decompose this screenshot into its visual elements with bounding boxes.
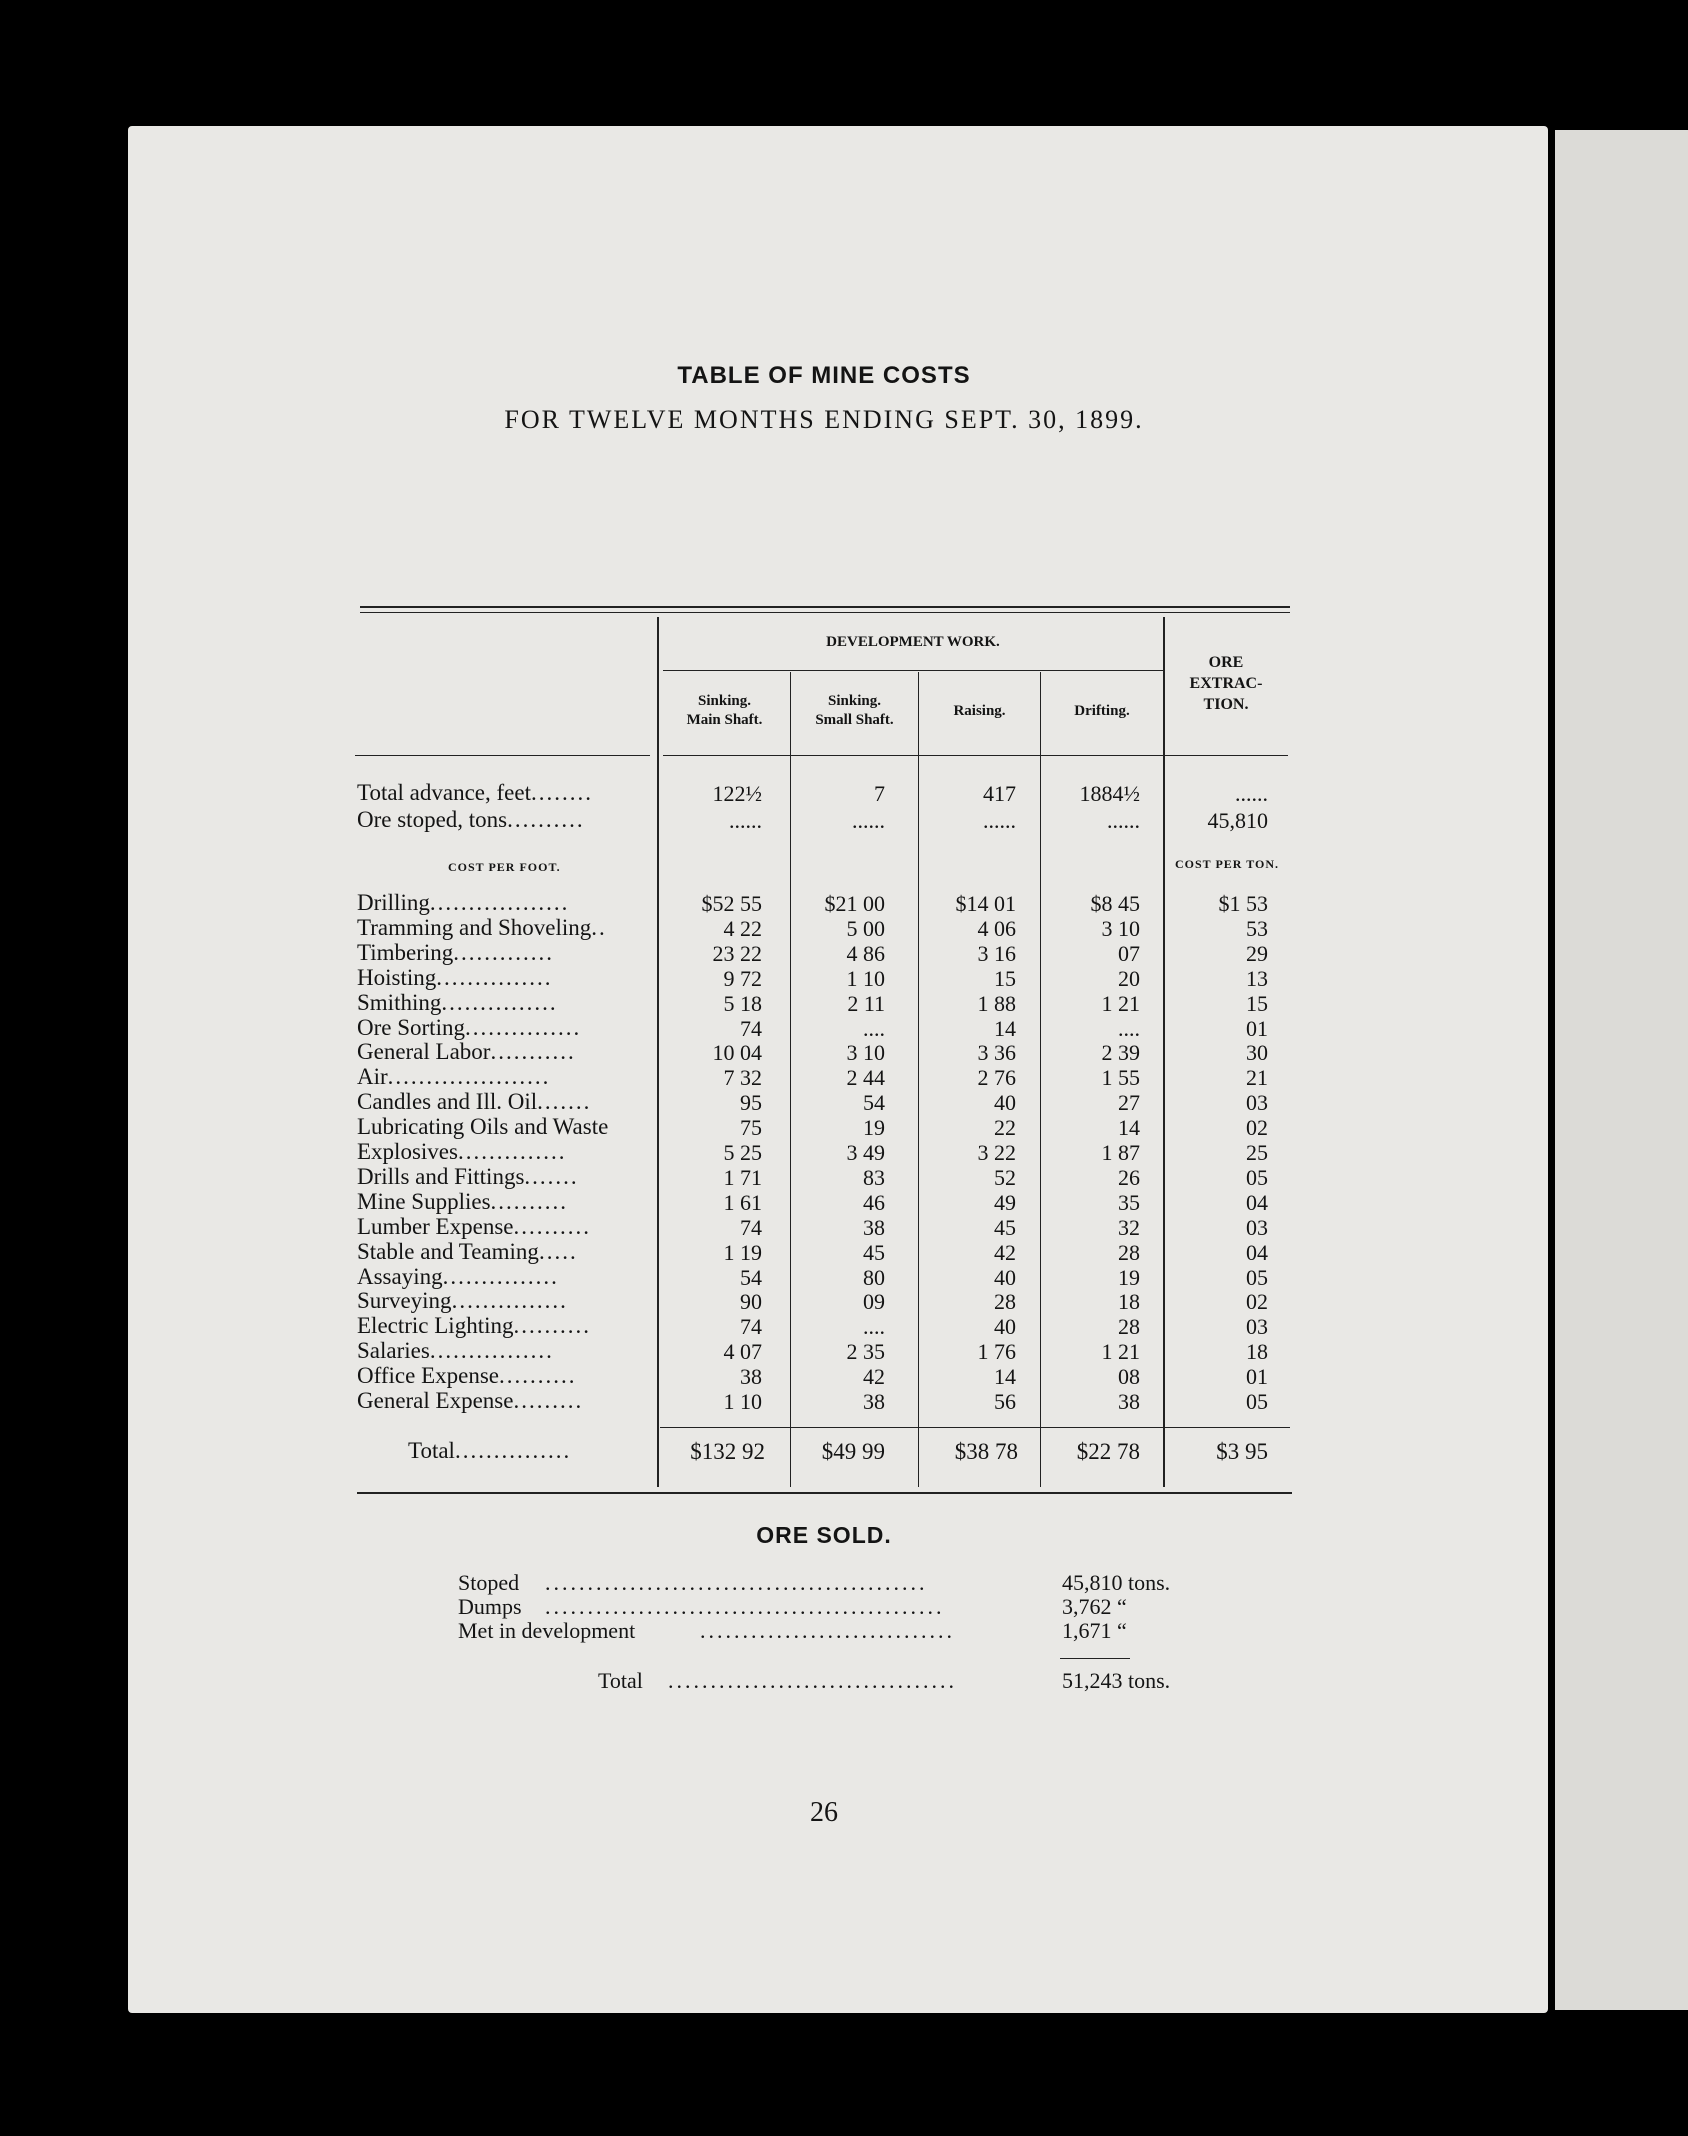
advance-row-1-value-col2: 7 bbox=[874, 781, 885, 806]
cost-row-9-value-col1: 95 bbox=[740, 1090, 762, 1116]
cost-row-19-value-col2: 2 35 bbox=[846, 1339, 885, 1365]
ore-sold-row-3-label: Met in development bbox=[458, 1618, 636, 1643]
cost-row-11-value-col2: 3 49 bbox=[846, 1140, 885, 1165]
cost-row-17-value-col2: 09 bbox=[863, 1289, 885, 1315]
cost-row-19-leader-dots: ................ bbox=[429, 1338, 554, 1364]
cost-row-16-leader-dots: ............... bbox=[442, 1263, 559, 1289]
cost-row-17-label bbox=[357, 1288, 568, 1314]
cost-row-4-label-text: Hoisting bbox=[357, 964, 437, 990]
cost-row-4-leader-dots: ............... bbox=[436, 964, 553, 990]
cost-row-7-label-text: General Labor bbox=[357, 1039, 491, 1065]
advance-row-2-value-col4: ...... bbox=[1107, 808, 1140, 833]
advance-row-1-value-col1: 122½ bbox=[712, 781, 762, 806]
cost-row-7-value-col1: 10 04 bbox=[712, 1040, 762, 1066]
advance-row-2-value-col5: 45,810 bbox=[1207, 808, 1268, 833]
cost-row-10-label bbox=[357, 1114, 608, 1140]
cost-row-13-label bbox=[357, 1189, 568, 1215]
cost-row-15-value-col2: 45 bbox=[863, 1239, 885, 1265]
cost-row-2-label bbox=[357, 915, 607, 941]
cost-row-14-value-col3: 45 bbox=[994, 1214, 1016, 1240]
cost-row-7-value-col3: 3 36 bbox=[977, 1040, 1016, 1066]
cost-row-5-value-col2: 2 11 bbox=[847, 990, 885, 1016]
cost-row-7-value-col4: 2 39 bbox=[1101, 1040, 1140, 1066]
cost-row-8-value-col3: 2 76 bbox=[977, 1065, 1016, 1091]
development-header-rule bbox=[663, 670, 1163, 671]
total-value-col5: $3 95 bbox=[1216, 1439, 1268, 1464]
cost-row-4-value-col3: 15 bbox=[994, 965, 1016, 991]
cost-row-14-value-col4: 32 bbox=[1118, 1214, 1140, 1240]
cost-row-16-label-text: Assaying bbox=[357, 1263, 443, 1289]
table-top-rule-thin bbox=[360, 612, 1290, 613]
cost-row-3-label bbox=[357, 940, 554, 966]
cost-row-5-label bbox=[357, 990, 558, 1016]
cost-row-15-value-col5: 04 bbox=[1246, 1239, 1268, 1265]
cost-row-9-value-col5: 03 bbox=[1246, 1090, 1268, 1116]
total-value-col4: $22 78 bbox=[1076, 1439, 1140, 1464]
cost-row-21-value-col5: 05 bbox=[1246, 1389, 1268, 1414]
advance-row-2-value-col1: ...... bbox=[729, 808, 762, 833]
cost-row-10-label-text: Lubricating Oils and Waste bbox=[357, 1114, 609, 1140]
cost-row-18-value-col4: 28 bbox=[1118, 1314, 1140, 1340]
column-header-sinking-small: Sinking. Small Shaft. bbox=[815, 693, 894, 728]
column-header-raising: Raising. bbox=[953, 703, 1006, 719]
column-divider-5 bbox=[1163, 617, 1165, 1487]
cost-row-3-label-text: Timbering bbox=[357, 939, 454, 965]
cost-row-6-value-col3: 14 bbox=[994, 1015, 1016, 1041]
cost-row-9-value-col2: 54 bbox=[863, 1090, 885, 1116]
column-divider-1 bbox=[657, 617, 659, 1487]
cost-row-8-value-col2: 2 44 bbox=[846, 1065, 885, 1091]
cost-row-15-leader-dots: ..... bbox=[538, 1238, 578, 1264]
page-title: TABLE OF MINE COSTS bbox=[677, 362, 971, 389]
cost-row-20-value-col2: 42 bbox=[863, 1364, 885, 1390]
header-bottom-rule-left bbox=[355, 755, 650, 756]
cost-row-18-value-col3: 40 bbox=[994, 1314, 1016, 1340]
cost-row-21-value-col1: 1 10 bbox=[723, 1389, 762, 1414]
cost-row-9-leader-dots: ....... bbox=[537, 1089, 592, 1115]
cost-row-18-value-col2: .... bbox=[863, 1314, 885, 1340]
cost-row-13-label-text: Mine Supplies bbox=[357, 1188, 491, 1214]
ore-sold-row-3-value: 1,671 “ bbox=[1062, 1618, 1127, 1643]
total-value-col3: $38 78 bbox=[954, 1439, 1018, 1464]
cost-row-6-label-text: Ore Sorting bbox=[357, 1014, 465, 1040]
total-row-label bbox=[408, 1438, 571, 1464]
cost-row-1-value-col5: $1 53 bbox=[1218, 891, 1268, 916]
cost-row-12-value-col5: 05 bbox=[1246, 1164, 1268, 1190]
cost-row-19-value-col4: 1 21 bbox=[1101, 1339, 1140, 1365]
cost-row-16-value-col4: 19 bbox=[1118, 1264, 1140, 1290]
cost-row-12-value-col1: 1 71 bbox=[723, 1164, 762, 1190]
table-bottom-rule bbox=[357, 1492, 1292, 1494]
cost-row-6-value-col1: 74 bbox=[740, 1015, 762, 1041]
advance-row-2-value-col2: ...... bbox=[852, 808, 885, 833]
cost-row-4-value-col2: 1 10 bbox=[846, 965, 885, 991]
cost-row-20-value-col1: 38 bbox=[740, 1364, 762, 1390]
advance-row-1-label-text: Total advance, feet bbox=[357, 780, 531, 805]
advance-row-1-value-col5: ...... bbox=[1235, 781, 1268, 806]
cost-row-21-value-col4: 38 bbox=[1118, 1389, 1140, 1414]
cost-row-8-value-col4: 1 55 bbox=[1101, 1065, 1140, 1091]
cost-row-5-label-text: Smithing bbox=[357, 989, 442, 1015]
cost-row-7-value-col5: 30 bbox=[1246, 1040, 1268, 1066]
cost-row-20-label bbox=[357, 1363, 577, 1389]
cost-row-15-label-text: Stable and Teaming bbox=[357, 1238, 539, 1264]
cost-per-foot-label: COST PER FOOT. bbox=[448, 860, 561, 874]
column-header-sinking-main: Sinking. Main Shaft. bbox=[686, 693, 763, 728]
total-value-col2: $49 99 bbox=[821, 1439, 885, 1464]
cost-row-8-leader-dots: ..................... bbox=[387, 1064, 551, 1090]
cost-row-6-value-col2: .... bbox=[863, 1015, 885, 1041]
ore-sold-total-value: 51,243 tons. bbox=[1062, 1668, 1171, 1693]
cost-row-2-leader-dots: .. bbox=[591, 914, 607, 940]
page-number: 26 bbox=[810, 1797, 838, 1828]
cost-row-11-label bbox=[357, 1139, 566, 1165]
cost-row-12-value-col3: 52 bbox=[994, 1164, 1016, 1190]
ore-sold-heading: ORE SOLD. bbox=[756, 1522, 892, 1548]
cost-row-1-value-col1: $52 55 bbox=[701, 891, 762, 916]
cost-row-5-leader-dots: ............... bbox=[441, 989, 558, 1015]
cost-row-6-leader-dots: ............... bbox=[464, 1014, 582, 1040]
page-subtitle: FOR TWELVE MONTHS ENDING SEPT. 30, 1899. bbox=[504, 405, 1144, 434]
ore-sold-sum-rule bbox=[1060, 1658, 1130, 1659]
cost-row-3-leader-dots: ............. bbox=[453, 939, 555, 965]
total-value-col1: $132 92 bbox=[690, 1439, 765, 1464]
ore-sold-row-3-leader-dots: .............................. bbox=[700, 1618, 955, 1643]
cost-row-11-label-text: Explosives bbox=[357, 1139, 458, 1164]
cost-row-17-value-col4: 18 bbox=[1118, 1289, 1140, 1315]
development-work-header: DEVELOPMENT WORK. bbox=[826, 634, 1000, 650]
cost-row-2-value-col1: 4 22 bbox=[723, 915, 762, 941]
cost-row-14-value-col2: 38 bbox=[863, 1214, 885, 1240]
cost-row-14-label-text: Lumber Expense bbox=[357, 1213, 514, 1239]
cost-row-8-label-text: Air bbox=[357, 1064, 388, 1090]
ore-sold-row-2-value: 3,762 “ bbox=[1062, 1594, 1127, 1619]
cost-row-18-label-text: Electric Lighting bbox=[357, 1313, 514, 1339]
cost-row-3-value-col1: 23 22 bbox=[712, 940, 762, 966]
cost-row-15-label bbox=[357, 1239, 578, 1265]
cost-row-17-value-col1: 90 bbox=[740, 1289, 762, 1315]
cost-row-11-value-col5: 25 bbox=[1246, 1140, 1268, 1165]
column-divider-2 bbox=[790, 672, 791, 1487]
cost-row-9-value-col4: 27 bbox=[1118, 1090, 1140, 1116]
cost-row-15-value-col3: 42 bbox=[994, 1239, 1016, 1265]
total-top-rule bbox=[660, 1427, 1290, 1428]
cost-per-ton-label: COST PER TON. bbox=[1175, 857, 1280, 871]
cost-row-16-value-col3: 40 bbox=[994, 1264, 1016, 1290]
cost-row-6-value-col5: 01 bbox=[1246, 1015, 1268, 1041]
cost-row-11-value-col4: 1 87 bbox=[1101, 1140, 1140, 1165]
header-bottom-rule-right bbox=[663, 755, 1288, 756]
cost-row-18-value-col1: 74 bbox=[740, 1314, 762, 1340]
table-top-rule bbox=[360, 606, 1290, 608]
cost-row-18-leader-dots: .......... bbox=[513, 1313, 591, 1339]
advance-row-2-label-text: Ore stoped, tons bbox=[357, 807, 508, 832]
cost-row-2-value-col3: 4 06 bbox=[977, 915, 1016, 941]
cost-row-17-value-col5: 02 bbox=[1246, 1289, 1268, 1315]
cost-row-5-value-col3: 1 88 bbox=[977, 990, 1016, 1016]
cost-row-13-value-col3: 49 bbox=[994, 1189, 1016, 1215]
cost-row-17-leader-dots: ............... bbox=[451, 1288, 568, 1314]
cost-row-11-value-col1: 5 25 bbox=[723, 1140, 762, 1165]
cost-row-13-value-col2: 46 bbox=[863, 1189, 885, 1215]
ore-sold-row-1-leader-dots: ............................................. bbox=[545, 1570, 928, 1595]
cost-row-2-value-col4: 3 10 bbox=[1101, 915, 1140, 941]
cost-row-8-label bbox=[357, 1064, 550, 1090]
advance-row-1-value-col4: 1884½ bbox=[1079, 781, 1140, 806]
cost-row-16-label bbox=[357, 1264, 559, 1290]
cost-row-19-label bbox=[357, 1338, 554, 1364]
cost-row-12-leader-dots: ....... bbox=[524, 1163, 579, 1189]
cost-row-3-value-col4: 07 bbox=[1118, 940, 1140, 966]
cost-row-17-label-text: Surveying bbox=[357, 1288, 452, 1314]
cost-row-5-value-col1: 5 18 bbox=[723, 990, 762, 1016]
cost-row-20-value-col5: 01 bbox=[1246, 1364, 1268, 1390]
ore-sold-row-2-label: Dumps bbox=[458, 1594, 522, 1619]
ore-sold-row-1-value: 45,810 tons. bbox=[1062, 1570, 1171, 1595]
cost-row-10-value-col3: 22 bbox=[994, 1115, 1016, 1141]
cost-row-5-value-col4: 1 21 bbox=[1101, 990, 1140, 1016]
column-divider-3 bbox=[918, 672, 919, 1487]
cost-row-7-label bbox=[357, 1039, 576, 1065]
cost-row-19-value-col5: 18 bbox=[1246, 1339, 1268, 1365]
ore-sold-total-leader-dots: .................................. bbox=[668, 1668, 957, 1693]
cost-row-12-value-col2: 83 bbox=[863, 1164, 885, 1190]
column-divider-4 bbox=[1040, 672, 1041, 1487]
cost-row-1-value-col4: $8 45 bbox=[1090, 891, 1140, 916]
cost-row-13-leader-dots: .......... bbox=[490, 1188, 569, 1214]
cost-row-9-label bbox=[357, 1089, 591, 1115]
advance-row-2-label bbox=[357, 807, 585, 833]
cost-row-18-value-col5: 03 bbox=[1246, 1314, 1268, 1340]
cost-row-21-leader-dots: ......... bbox=[513, 1388, 584, 1413]
cost-row-8-value-col5: 21 bbox=[1246, 1065, 1268, 1091]
cost-row-19-value-col3: 1 76 bbox=[977, 1339, 1016, 1365]
cost-row-16-value-col1: 54 bbox=[740, 1264, 762, 1290]
cost-row-12-label-text: Drills and Fittings bbox=[357, 1163, 525, 1189]
cost-row-20-leader-dots: .......... bbox=[499, 1363, 577, 1389]
cost-row-15-value-col1: 1 19 bbox=[723, 1239, 762, 1265]
ore-sold-total-label: Total bbox=[598, 1668, 643, 1693]
cost-row-3-value-col5: 29 bbox=[1246, 940, 1268, 966]
cost-row-4-label bbox=[357, 965, 552, 991]
cost-row-20-value-col4: 08 bbox=[1118, 1364, 1140, 1390]
cost-row-3-value-col2: 4 86 bbox=[846, 940, 885, 966]
cost-row-10-value-col2: 19 bbox=[863, 1115, 885, 1141]
ore-sold-row-2-leader-dots: ............................................... bbox=[545, 1594, 945, 1619]
cost-row-5-value-col5: 15 bbox=[1246, 990, 1268, 1016]
cost-row-14-leader-dots: .......... bbox=[513, 1213, 591, 1239]
cost-row-6-value-col4: .... bbox=[1118, 1015, 1140, 1041]
advance-row-1-leader-dots: ........ bbox=[530, 780, 593, 805]
cost-row-13-value-col1: 1 61 bbox=[723, 1189, 762, 1215]
cost-row-14-value-col1: 74 bbox=[740, 1214, 762, 1240]
cost-row-17-value-col3: 28 bbox=[994, 1289, 1016, 1315]
cost-row-12-label bbox=[357, 1164, 579, 1190]
cost-row-11-leader-dots: .............. bbox=[457, 1139, 567, 1164]
cost-row-1-value-col3: $14 01 bbox=[955, 891, 1016, 916]
cost-row-3-value-col3: 3 16 bbox=[977, 940, 1016, 966]
cost-row-13-value-col4: 35 bbox=[1118, 1189, 1140, 1215]
cost-row-20-label-text: Office Expense bbox=[357, 1363, 499, 1389]
advance-row-2-value-col3: ...... bbox=[983, 808, 1016, 833]
cost-row-2-label-text: Tramming and Shoveling bbox=[357, 914, 592, 940]
cost-row-7-value-col2: 3 10 bbox=[846, 1040, 885, 1066]
cost-row-15-value-col4: 28 bbox=[1118, 1239, 1140, 1265]
cost-row-19-label-text: Salaries bbox=[357, 1338, 430, 1364]
cost-row-16-value-col5: 05 bbox=[1246, 1264, 1268, 1290]
cost-row-21-value-col3: 56 bbox=[994, 1389, 1016, 1414]
total-row-leader-dots: ............... bbox=[454, 1438, 572, 1463]
advance-row-2-leader-dots: .......... bbox=[507, 807, 585, 832]
total-row-label-text: Total bbox=[408, 1438, 455, 1463]
ore-sold-row-1-label: Stoped bbox=[458, 1570, 520, 1595]
cost-row-9-label-text: Candles and Ill. Oil bbox=[357, 1089, 538, 1115]
advance-row-1-value-col3: 417 bbox=[983, 781, 1016, 806]
cost-row-10-value-col5: 02 bbox=[1246, 1115, 1268, 1141]
cost-row-1-label-text: Drilling bbox=[357, 890, 430, 915]
cost-row-18-label bbox=[357, 1313, 591, 1339]
cost-row-20-value-col3: 14 bbox=[994, 1364, 1016, 1390]
cost-row-8-value-col1: 7 32 bbox=[723, 1065, 762, 1091]
cost-row-11-value-col3: 3 22 bbox=[977, 1140, 1016, 1165]
cost-row-21-value-col2: 38 bbox=[863, 1389, 885, 1414]
cost-row-14-label bbox=[357, 1214, 591, 1240]
cost-row-4-value-col5: 13 bbox=[1246, 965, 1268, 991]
column-header-drifting: Drifting. bbox=[1074, 703, 1130, 719]
cost-row-2-value-col2: 5 00 bbox=[846, 915, 885, 941]
cost-row-19-value-col1: 4 07 bbox=[723, 1339, 762, 1365]
cost-row-12-value-col4: 26 bbox=[1118, 1164, 1140, 1190]
column-header-ore-extraction: ORE EXTRAC- TION. bbox=[1189, 654, 1263, 713]
cost-row-10-value-col1: 75 bbox=[740, 1115, 762, 1141]
cost-row-21-label-text: General Expense bbox=[357, 1388, 514, 1413]
cost-row-16-value-col2: 80 bbox=[863, 1264, 885, 1290]
cost-row-14-value-col5: 03 bbox=[1246, 1214, 1268, 1240]
cost-row-4-value-col4: 20 bbox=[1118, 965, 1140, 991]
cost-row-1-leader-dots: .................. bbox=[429, 890, 570, 915]
cost-row-2-value-col5: 53 bbox=[1246, 915, 1268, 941]
cost-row-4-value-col1: 9 72 bbox=[723, 965, 762, 991]
cost-row-1-value-col2: $21 00 bbox=[824, 891, 885, 916]
cost-row-21-label bbox=[357, 1388, 583, 1414]
cost-row-1-label bbox=[357, 890, 569, 916]
cost-row-10-value-col4: 14 bbox=[1118, 1115, 1140, 1141]
cost-row-6-label bbox=[357, 1015, 581, 1041]
cost-row-13-value-col5: 04 bbox=[1246, 1189, 1268, 1215]
cost-row-7-leader-dots: ........... bbox=[490, 1039, 576, 1065]
advance-row-1-label bbox=[357, 780, 593, 806]
cost-row-9-value-col3: 40 bbox=[994, 1090, 1016, 1116]
